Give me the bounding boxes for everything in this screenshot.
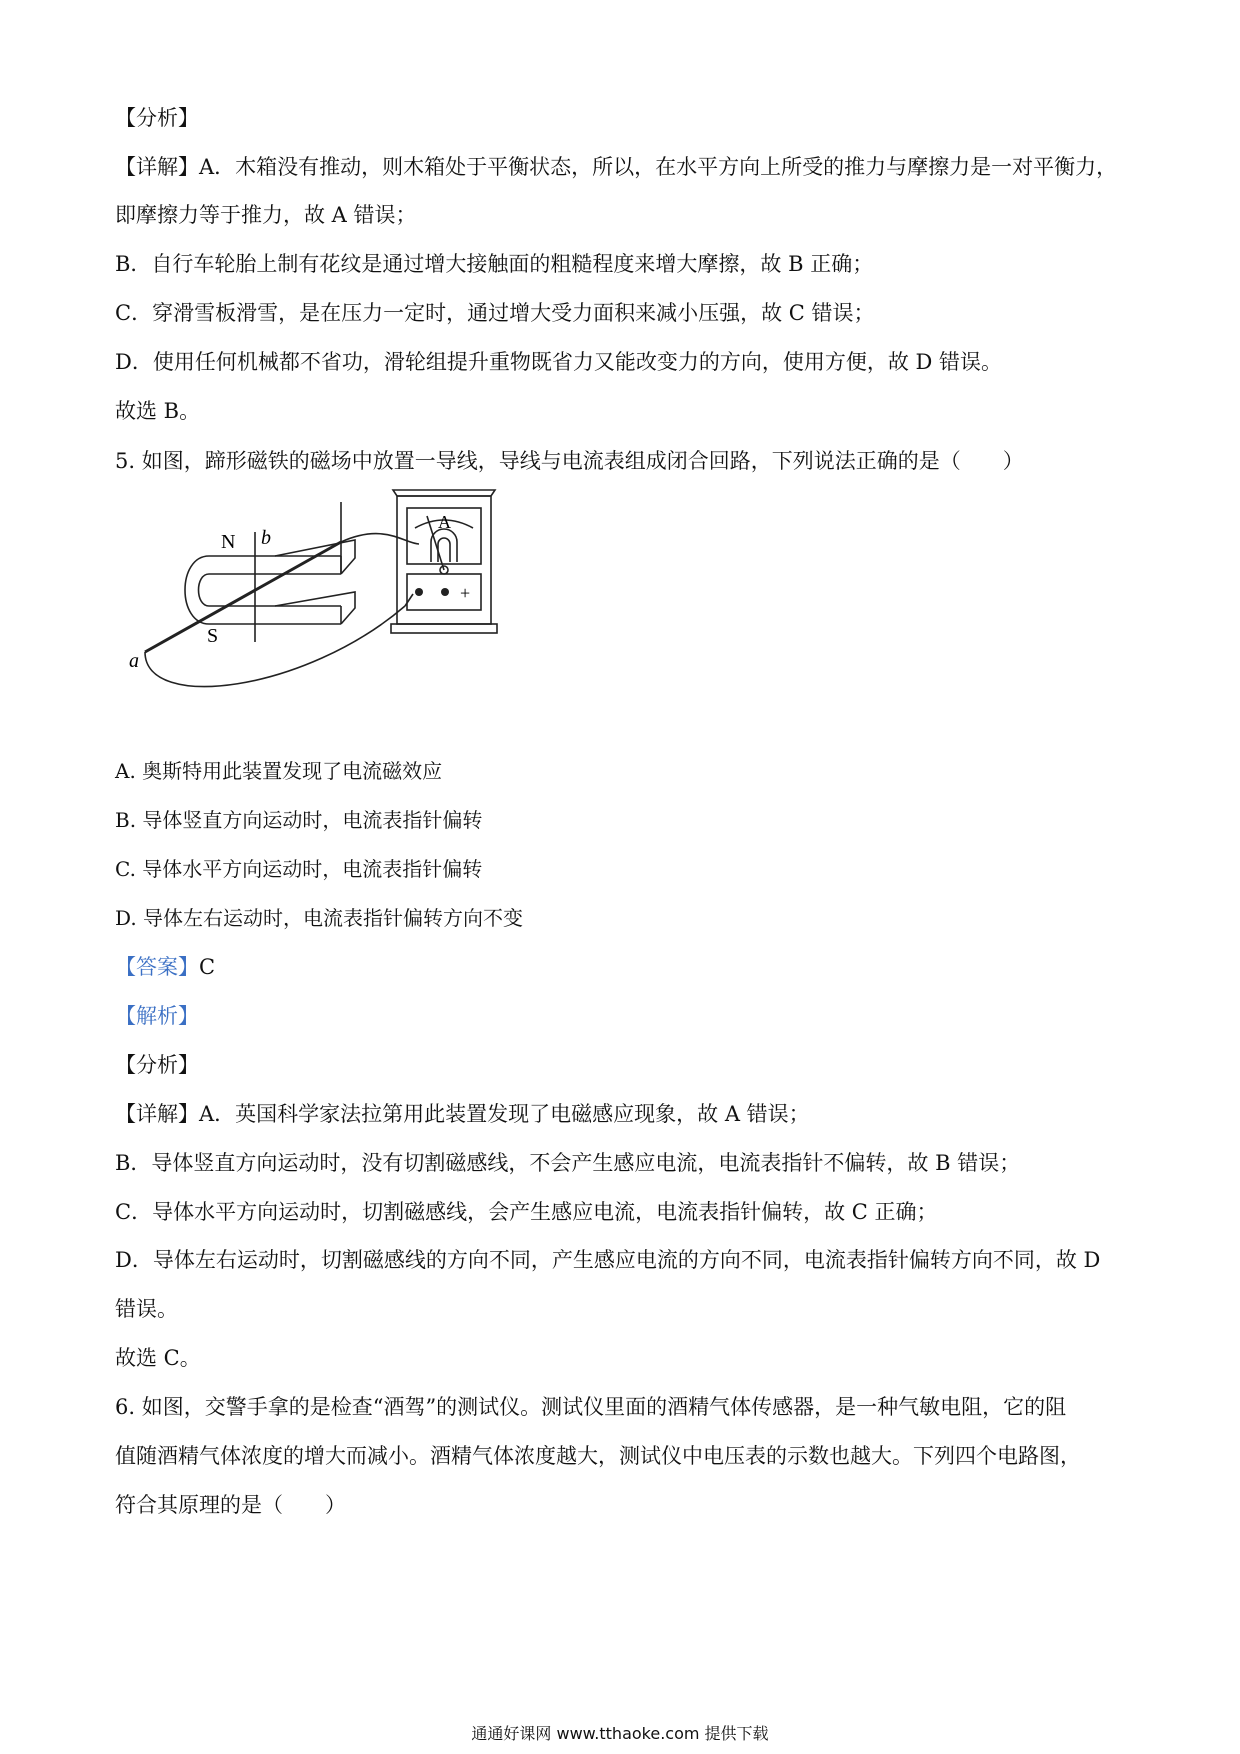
answer-value: C	[199, 955, 216, 979]
q5-detail-c: C．导体水平方向运动时，切割磁感线，会产生感应电流，电流表指针偏转，故 C 正确；	[115, 1200, 938, 1224]
q4-analysis-label: 【分析】	[115, 106, 199, 130]
q5-detail-a: 【详解】A．英国科学家法拉第用此装置发现了电磁感应现象，故 A 错误；	[115, 1102, 810, 1126]
q5-conclusion: 故选 C。	[115, 1346, 201, 1370]
q4-detail-line1: 【详解】A．木箱没有推动，则木箱处于平衡状态，所以，在水平方向上所受的推力与摩擦力是一对平衡力，	[115, 155, 1118, 179]
figure-svg	[105, 482, 525, 747]
q6-line3: 符合其原理的是（ ）	[115, 1493, 346, 1517]
q4-conclusion: 故选 B。	[115, 399, 201, 423]
conductor-ab	[145, 542, 341, 652]
q4-detail-b: B．自行车轮胎上制有花纹是通过增大接触面的粗糙程度来增大摩擦，故 B 正确；	[115, 252, 874, 276]
q5-detail-d1: D．导体左右运动时，切割磁感线的方向不同，产生感应电流的方向不同，电流表指针偏转方向不同，故 D	[115, 1248, 1101, 1272]
q5-option-b: B. 导体竖直方向运动时，电流表指针偏转	[115, 808, 483, 832]
q5-analysis-label: 【分析】	[115, 1053, 199, 1077]
q5-explain-label: 【解析】	[115, 1004, 199, 1028]
ammeter-inner-magnet	[431, 529, 457, 562]
q5-detail-d2: 错误。	[115, 1297, 178, 1321]
q4-detail-d: D．使用任何机械都不省功，滑轮组提升重物既省力又能改变力的方向，使用方便，故 D 错误。	[115, 350, 1003, 374]
wire-a-to-ammeter	[145, 606, 405, 687]
q5-option-d: D. 导体左右运动时，电流表指针偏转方向不变	[115, 906, 524, 930]
q5-stem: 5. 如图，蹄形磁铁的磁场中放置一导线，导线与电流表组成闭合回路，下列说法正确的是（ ）	[115, 449, 1024, 473]
magnet-outer	[185, 556, 341, 624]
q6-line2: 值随酒精气体浓度的增大而减小。酒精气体浓度越大，测试仪中电压表的示数也越大。下列四个电路图，	[115, 1444, 1081, 1468]
ammeter-terminal-minus	[415, 588, 423, 596]
ammeter-lid	[393, 490, 495, 496]
q6-line1: 6. 如图，交警手拿的是检查“酒驾”的测试仪。测试仪里面的酒精气体传感器，是一种气敏电阻，它的阻	[115, 1395, 1067, 1419]
answer-label: 【答案】	[115, 955, 199, 979]
q5-option-c: C. 导体水平方向运动时，电流表指针偏转	[115, 857, 483, 881]
plus-label: +	[460, 583, 471, 603]
q5-answer	[115, 953, 215, 981]
q5-detail-b: B．导体竖直方向运动时，没有切割磁感线，不会产生感应电流，电流表指针不偏转，故 B 错误；	[115, 1151, 1021, 1175]
footer-source: 通通好课网 www.tthaoke.com 提供下载	[471, 1724, 769, 1743]
magnet-south-face	[275, 592, 355, 624]
ammeter-label: A	[438, 512, 451, 532]
ammeter-base	[391, 624, 497, 633]
electromagnetic-induction-figure	[105, 482, 525, 747]
q4-detail-line2: 即摩擦力等于推力，故 A 错误；	[115, 203, 417, 227]
magnet-inner	[199, 574, 342, 606]
q5-option-a: A. 奥斯特用此装置发现了电流磁效应	[115, 759, 443, 783]
south-pole-label: S	[207, 625, 219, 647]
wire-a-label: a	[129, 650, 139, 672]
q4-detail-c: C．穿滑雪板滑雪，是在压力一定时，通过增大受力面积来减小压强，故 C 错误；	[115, 301, 875, 325]
ammeter-terminal-plus	[441, 588, 449, 596]
north-pole-label: N	[221, 531, 236, 553]
wire-b-label: b	[261, 527, 271, 549]
